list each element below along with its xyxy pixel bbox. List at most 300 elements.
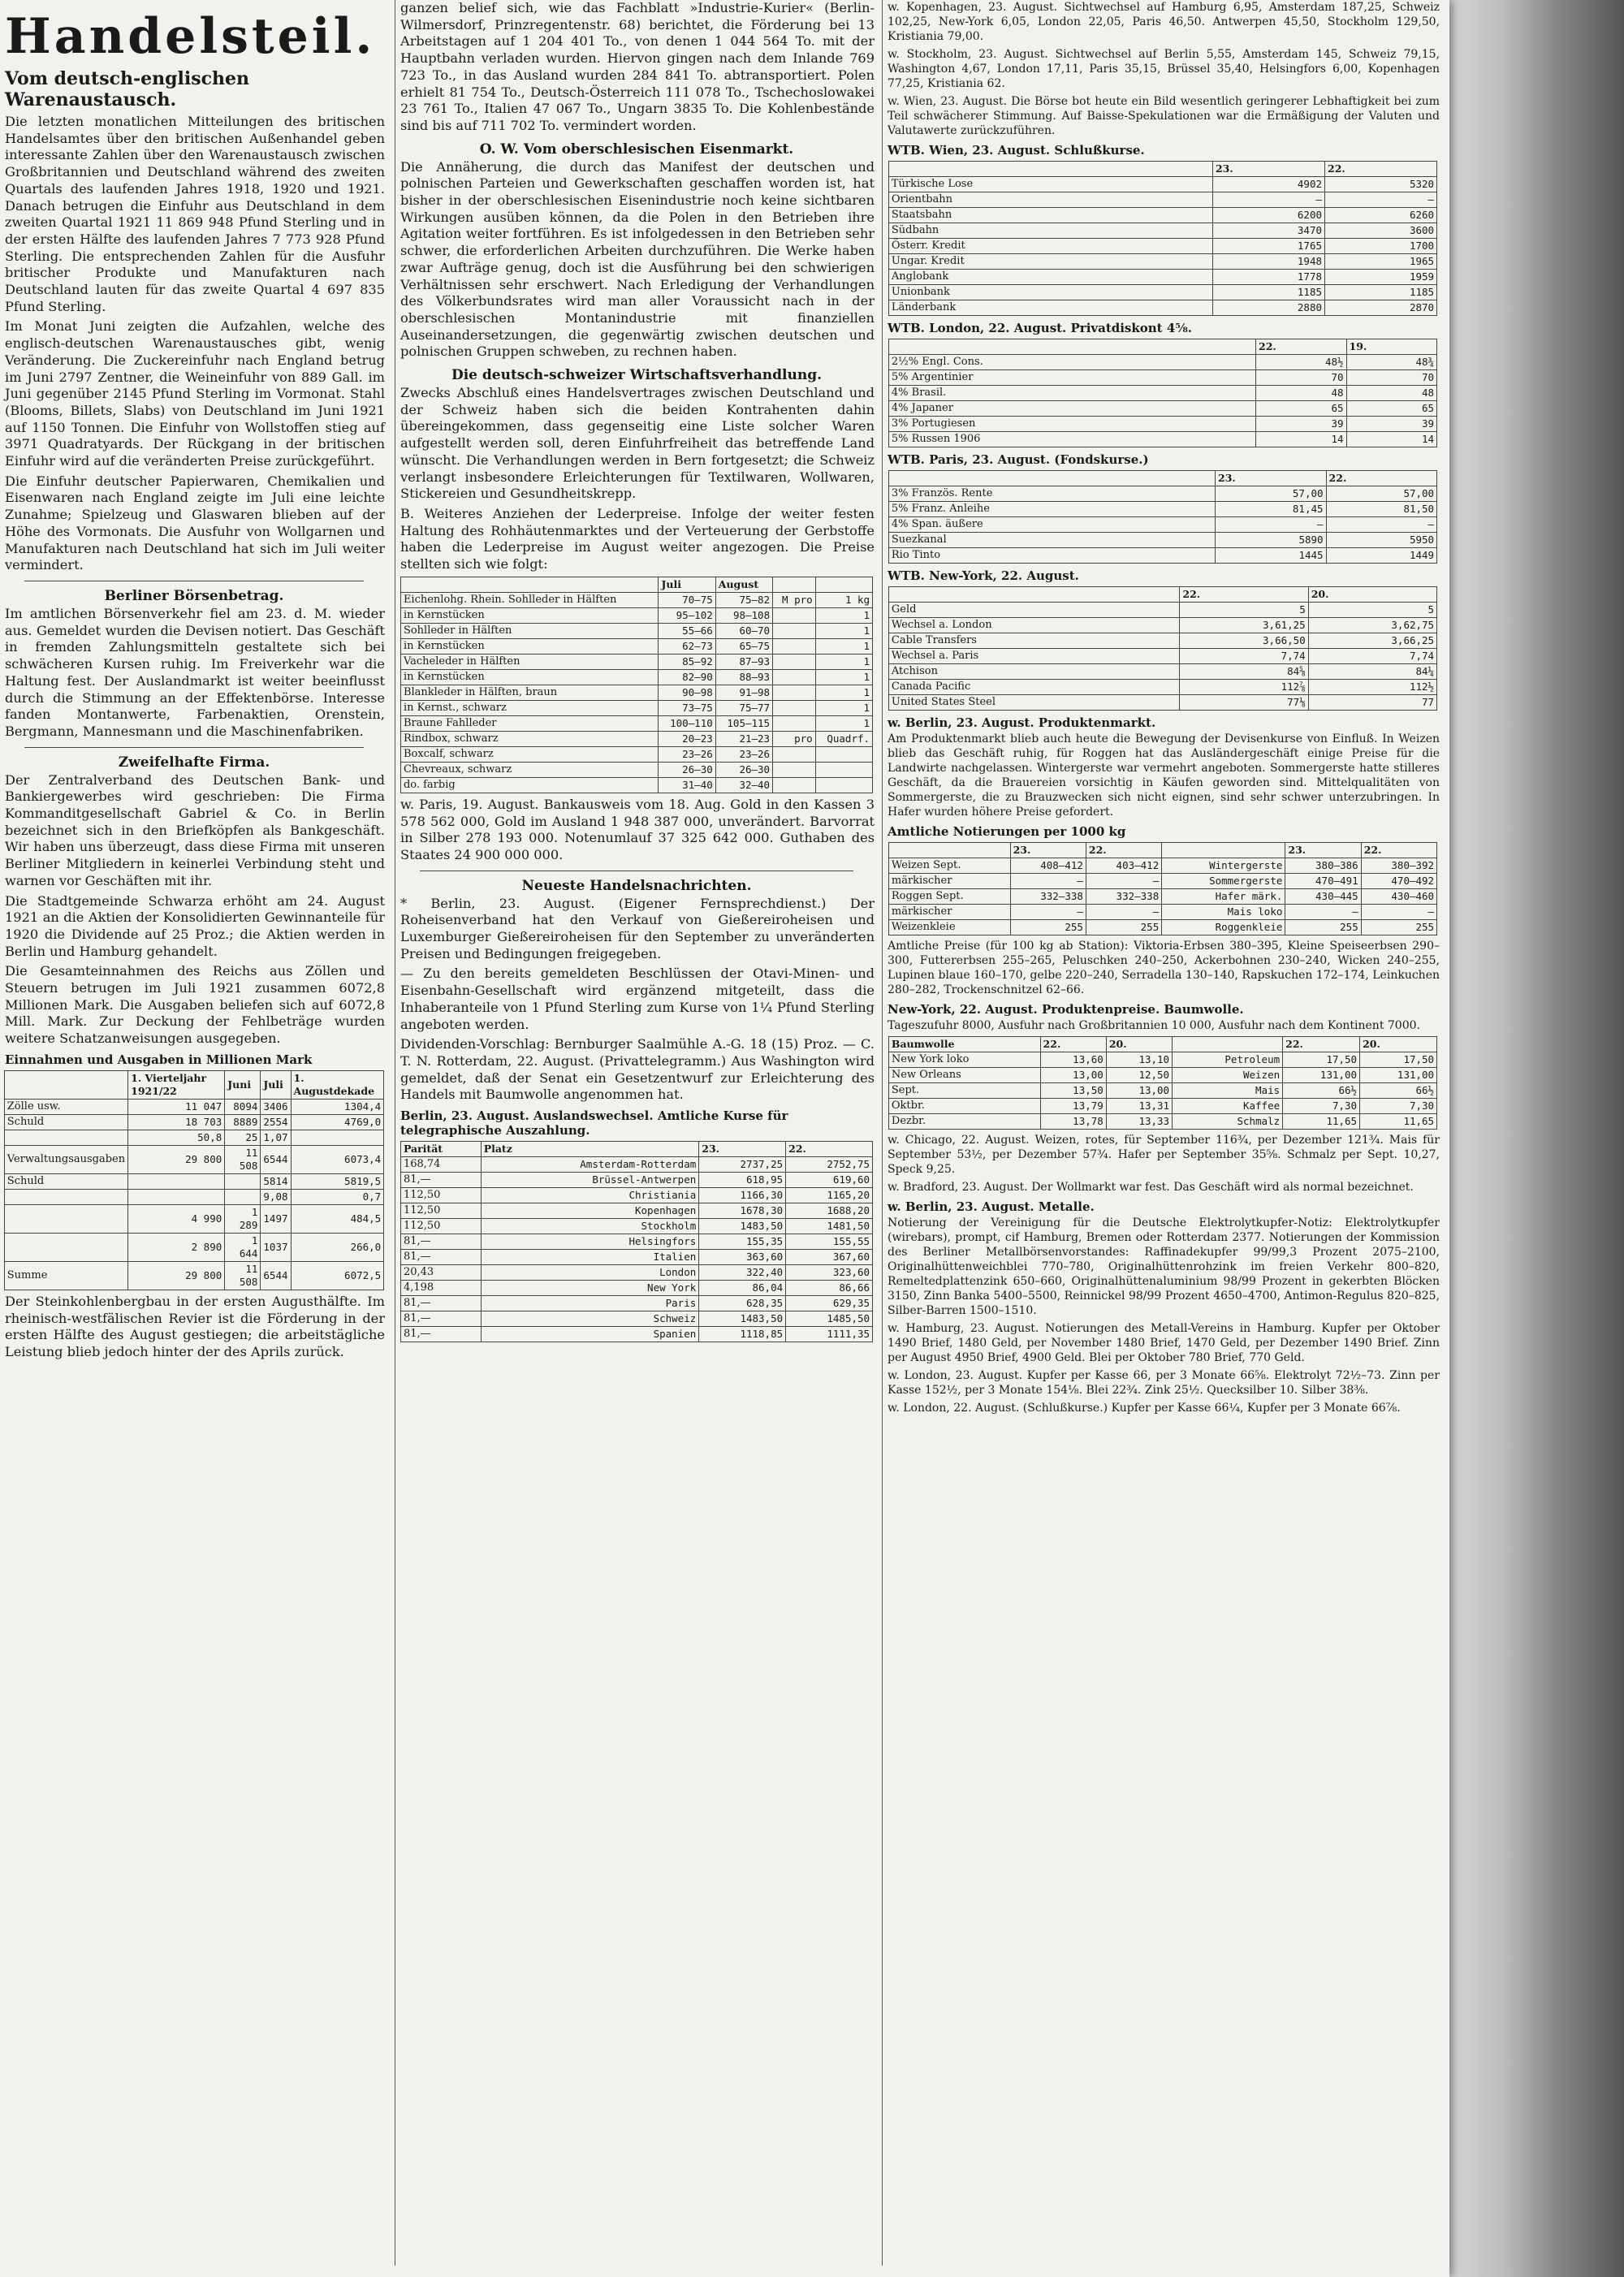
table-row <box>888 548 1436 564</box>
article-heading: Vom deutsch-englischen Warenaustausch. <box>5 68 249 110</box>
table-cell: Canada Pacific <box>888 680 1180 695</box>
table-row <box>4 1261 383 1290</box>
table-cell: 1 kg <box>815 592 872 607</box>
column-header: 20. <box>1308 587 1436 603</box>
table-row <box>400 746 872 762</box>
table-cell: United States Steel <box>888 695 1180 711</box>
table-cell <box>773 715 816 731</box>
article-paragraph: Amtliche Preise (für 100 kg ab Station): Viktoria-Erbsen 380–395, Kleine Speiseerbsen 290–300, Futtererbsen 255–265, Peluschken 240–250, Ackerbohnen 230–240, Wicken 240–255, Lupinen blaue 160–170, gelbe 220–240, Serradella 130–140, Rapskuchen 172–174, Leinkuchen 280–282, Trockenschnitzel 62–66. <box>888 940 1440 996</box>
table-cell: 77 <box>1308 695 1436 711</box>
table-cell: Paris <box>481 1296 699 1311</box>
table-cell: in Kernst., schwarz <box>400 700 659 715</box>
article-paragraph: Tageszufuhr 8000, Ausfuhr nach Großbritannien 10 000, Ausfuhr nach dem Kontinent 7000. <box>888 1019 1420 1032</box>
table-cell: 1 <box>815 715 872 731</box>
table-cell: Amsterdam-Rotterdam <box>481 1157 699 1173</box>
table-cell: 484,5 <box>291 1204 384 1233</box>
table-row <box>888 618 1436 633</box>
table-cell: 618,95 <box>699 1173 786 1188</box>
article-paragraph: w. London, 23. August. Kupfer per Kasse 66, per 3 Monate 66⅝. Elektrolyt 72½–73. Zinn per Kasse 152½, per 3 Monate 154⅛. Blei 22¾. Zink 25½. Quecksilber 10. Silber 38⅜. <box>888 1369 1440 1397</box>
table-cell: 13,79 <box>1040 1099 1106 1114</box>
table-cell: Anglobank <box>888 270 1212 285</box>
table-cell: — <box>1326 517 1437 533</box>
table-cell: 1 <box>815 638 872 654</box>
table-title: w. Berlin, 23. August. Metalle. <box>888 1199 1095 1214</box>
table-cell: 5950 <box>1326 533 1437 548</box>
book-binding <box>1447 0 1624 2277</box>
table-cell: 1688,20 <box>786 1203 873 1219</box>
table-cell: Brüssel-Antwerpen <box>481 1173 699 1188</box>
column-header: Juli <box>659 577 715 592</box>
column-header: 22. <box>1326 471 1437 486</box>
table-cell: 1165,20 <box>786 1188 873 1203</box>
table-cell: — <box>1285 905 1361 920</box>
table-cell: — <box>1325 192 1437 208</box>
table-cell: Braune Fahlleder <box>400 715 659 731</box>
table-cell: 2880 <box>1212 300 1324 316</box>
table-cell: Sommergerste <box>1162 874 1285 889</box>
table-cell: 39 <box>1346 417 1437 432</box>
table-cell: Schmalz <box>1173 1114 1283 1130</box>
column-header <box>888 471 1215 486</box>
column-middle <box>395 0 878 2266</box>
table-cell: 1483,50 <box>699 1311 786 1327</box>
table-cell: 20–23 <box>659 731 715 746</box>
table-cell: 1959 <box>1325 270 1437 285</box>
table-cell: Wintergerste <box>1162 858 1285 874</box>
table-cell: 6073,4 <box>291 1145 384 1173</box>
column-header: 23. <box>1212 162 1324 177</box>
table-cell: Zölle usw. <box>4 1099 127 1114</box>
table-cell: 1118,85 <box>699 1327 786 1342</box>
table-title: w. Berlin, 23. August. Produktenmarkt. <box>888 715 1156 730</box>
table-cell: Boxcalf, schwarz <box>400 746 659 762</box>
table-cell: 1 <box>815 623 872 638</box>
table-cell: 470–492 <box>1361 874 1436 889</box>
cotton-quotes-table <box>888 1036 1437 1130</box>
table-cell: 8889 <box>225 1114 261 1130</box>
table-cell: 0,7 <box>291 1189 384 1204</box>
table-cell: 619,60 <box>786 1173 873 1188</box>
column-header <box>1162 843 1285 858</box>
column-header <box>4 1070 127 1099</box>
table-title: WTB. New-York, 22. August. <box>888 568 1079 583</box>
table-cell: 18 703 <box>128 1114 225 1130</box>
table-cell: 266,0 <box>291 1233 384 1261</box>
table-cell: Italien <box>481 1250 699 1265</box>
article-paragraph: w. Hamburg, 23. August. Notierungen des Metall-Vereins in Hamburg. Kupfer per Oktober 1490 Brief, 1480 Geld, per November 1480 Brief, 1470 Geld, per Dezember 1490 Brief. Zinn per August 4950 Brief, 4900 Geld. Blei per Oktober 780 Brief, 770 Geld. <box>888 1322 1440 1364</box>
column-header: 20. <box>1106 1037 1172 1052</box>
table-cell: 112⅞ <box>1180 680 1308 695</box>
table-cell: 86,04 <box>699 1281 786 1296</box>
table-row <box>4 1189 383 1204</box>
table-cell: 20,43 <box>400 1265 481 1281</box>
table-cell: 5% Russen 1906 <box>888 432 1255 447</box>
column-header: 22. <box>1180 587 1308 603</box>
table-cell: Südbahn <box>888 223 1212 239</box>
article-heading: Zweifelhafte Firma. <box>118 754 270 771</box>
table-cell: 65 <box>1256 401 1347 417</box>
table-cell: M pro <box>773 592 816 607</box>
table-cell: 14 <box>1346 432 1437 447</box>
table-row <box>888 223 1436 239</box>
table-cell: 81,45 <box>1216 502 1327 517</box>
table-cell: 13,33 <box>1106 1114 1172 1130</box>
table-cell: Rindbox, schwarz <box>400 731 659 746</box>
table-row <box>888 355 1436 370</box>
table-cell: 628,35 <box>699 1296 786 1311</box>
table-cell: Suezkanal <box>888 533 1215 548</box>
table-row <box>400 685 872 700</box>
table-cell: 84⅝ <box>1180 664 1308 680</box>
table-cell: 13,00 <box>1106 1083 1172 1099</box>
table-cell: 25 <box>225 1130 261 1145</box>
table-cell: Spanien <box>481 1327 699 1342</box>
table-row <box>400 654 872 669</box>
table-cell: 65–75 <box>715 638 772 654</box>
table-cell <box>773 685 816 700</box>
column-header: Juli <box>261 1070 291 1099</box>
article-paragraph: w. Paris, 19. August. Bankausweis vom 18. Aug. Gold in den Kassen 3 578 562 000, Gold im Ausland 1 948 387 000, unverändert. Barvorrat in Silber 278 193 000. Notenumlauf 37 325 642 000. Guthaben des Staates 24 900 000 000. <box>400 796 875 862</box>
table-cell: 3,66,50 <box>1180 633 1308 649</box>
table-row <box>888 603 1436 618</box>
table-cell: 13,00 <box>1040 1068 1106 1083</box>
table-cell: 48 <box>1256 386 1347 401</box>
table-cell <box>4 1204 127 1233</box>
table-cell: Blankleder in Hälften, braun <box>400 685 659 700</box>
table-cell: 1185 <box>1212 285 1324 300</box>
table-cell: Atchison <box>888 664 1180 680</box>
table-cell: 65 <box>1346 401 1437 417</box>
table-cell: 14 <box>1256 432 1347 447</box>
table-cell: 70 <box>1346 370 1437 386</box>
table-cell: 7,74 <box>1308 649 1436 664</box>
table-cell: 6544 <box>261 1261 291 1290</box>
table-cell <box>128 1189 225 1204</box>
table-row <box>888 920 1436 935</box>
table-row <box>400 700 872 715</box>
table-cell: Vacheleder in Hälften <box>400 654 659 669</box>
table-cell: 57,00 <box>1216 486 1327 502</box>
table-row <box>888 300 1436 316</box>
table-cell: 4769,0 <box>291 1114 384 1130</box>
table-row <box>888 270 1436 285</box>
table-cell: 255 <box>1086 920 1161 935</box>
table-cell: 13,78 <box>1040 1114 1106 1130</box>
table-row <box>888 633 1436 649</box>
table-row <box>888 1068 1436 1083</box>
table-row <box>400 1173 872 1188</box>
table-cell <box>815 762 872 777</box>
column-header: 22. <box>1283 1037 1360 1052</box>
table-cell: 73–75 <box>659 700 715 715</box>
table-row <box>888 1083 1436 1099</box>
table-cell: Christiania <box>481 1188 699 1203</box>
table-cell: 1678,30 <box>699 1203 786 1219</box>
article-heading: Neueste Handelsnachrichten. <box>521 877 752 894</box>
table-cell: 2½% Engl. Cons. <box>888 355 1255 370</box>
table-cell <box>773 777 816 793</box>
table-row <box>888 1052 1436 1068</box>
table-cell: 1 289 <box>225 1204 261 1233</box>
table-cell: 3,61,25 <box>1180 618 1308 633</box>
table-cell: Eichenlohg. Rhein. Sohlleder in Hälften <box>400 592 659 607</box>
article-paragraph: Der Steinkohlenbergbau in der ersten Augusthälfte. Im rheinisch-westfälischen Revier ist die Förderung in der ersten Hälfte des August gestiegen; die arbeitstägliche Leistung blieb jedoch hinter der des Aprils zurück. <box>5 1293 385 1359</box>
table-cell: 23–26 <box>715 746 772 762</box>
exchange-rate-table <box>400 1141 873 1342</box>
table-cell: 408–412 <box>1010 858 1086 874</box>
divider <box>24 747 364 748</box>
table-cell: Kaffee <box>1173 1099 1283 1114</box>
article-paragraph: Die Einfuhr deutscher Papierwaren, Chemikalien und Eisenwaren nach England zeigte im Juli eine leichte Zunahme; Spielzeug und Glaswaren blieben auf der Höhe des Vormonats. Die Ausfuhr von Wollgarnen und Manufakturen nach Deutschland hat sich im Juli weiter vermindert. <box>5 473 385 573</box>
table-row <box>400 669 872 685</box>
table-row <box>400 715 872 731</box>
table-cell: Österr. Kredit <box>888 239 1212 254</box>
table-cell: 4% Japaner <box>888 401 1255 417</box>
table-cell: Oktbr. <box>888 1099 1040 1114</box>
table-cell: 403–412 <box>1086 858 1161 874</box>
table-cell: Ungar. Kredit <box>888 254 1212 270</box>
table-cell: 5% Argentinier <box>888 370 1255 386</box>
table-cell: 98–108 <box>715 607 772 623</box>
table-row <box>400 1157 872 1173</box>
table-row <box>888 664 1436 680</box>
table-cell: 112,50 <box>400 1188 481 1203</box>
table-row <box>400 777 872 793</box>
table-cell: 66½ <box>1283 1083 1360 1099</box>
table-cell: 3,66,25 <box>1308 633 1436 649</box>
table-cell: 4% Span. äußere <box>888 517 1215 533</box>
table-cell: Sohlleder in Hälften <box>400 623 659 638</box>
table-cell: 50,8 <box>128 1130 225 1145</box>
table-cell: 4 990 <box>128 1204 225 1233</box>
table-cell: 82–90 <box>659 669 715 685</box>
table-cell: 1449 <box>1326 548 1437 564</box>
table-cell: 90–98 <box>659 685 715 700</box>
table-cell: 3,62,75 <box>1308 618 1436 633</box>
table-cell: 5 <box>1308 603 1436 618</box>
table-cell: 1445 <box>1216 548 1327 564</box>
column-header: 1. Augustdekade <box>291 1070 384 1099</box>
table-header-row <box>888 587 1436 603</box>
table-cell: 2 890 <box>128 1233 225 1261</box>
table-row <box>400 1281 872 1296</box>
table-cell: 1 644 <box>225 1233 261 1261</box>
table-cell: 29 800 <box>128 1145 225 1173</box>
table-row <box>888 285 1436 300</box>
table-row <box>4 1145 383 1173</box>
newyork-quotes-table <box>888 586 1437 711</box>
table-cell: 11,65 <box>1283 1114 1360 1130</box>
table-cell: 11 047 <box>128 1099 225 1114</box>
table-row <box>888 192 1436 208</box>
table-title: Einnahmen und Ausgaben in Millionen Mark <box>5 1052 313 1067</box>
table-row <box>888 889 1436 905</box>
table-row <box>4 1233 383 1261</box>
table-cell: 4,198 <box>400 1281 481 1296</box>
table-cell: 367,60 <box>786 1250 873 1265</box>
table-cell: 5 <box>1180 603 1308 618</box>
table-cell: 26–30 <box>715 762 772 777</box>
column-header: 22. <box>786 1142 873 1157</box>
table-cell: 430–445 <box>1285 889 1361 905</box>
table-cell: 70 <box>1256 370 1347 386</box>
table-cell: 2752,75 <box>786 1157 873 1173</box>
table-cell: 75–82 <box>715 592 772 607</box>
table-cell <box>773 638 816 654</box>
table-cell: 81,— <box>400 1311 481 1327</box>
table-cell: 1,07 <box>261 1130 291 1145</box>
table-cell: 1037 <box>261 1233 291 1261</box>
table-cell: do. farbig <box>400 777 659 793</box>
table-cell <box>4 1189 127 1204</box>
table-cell: 3406 <box>261 1099 291 1114</box>
table-cell: in Kernstücken <box>400 669 659 685</box>
table-row <box>888 502 1436 517</box>
table-row <box>400 1203 872 1219</box>
table-cell: Stockholm <box>481 1219 699 1234</box>
table-cell: 3% Französ. Rente <box>888 486 1215 502</box>
table-cell: 85–92 <box>659 654 715 669</box>
table-title: WTB. Wien, 23. August. Schlußkurse. <box>888 143 1145 158</box>
table-row <box>888 1099 1436 1114</box>
table-row <box>400 638 872 654</box>
article-paragraph: w. Chicago, 22. August. Weizen, rotes, für September 116¾, per Dezember 121¾. Mais für September 53½, per Dezember 57¾. Hafer per September 35⅝. Schmalz per Sept. 10,27, Speck 9,25. <box>888 1134 1440 1176</box>
table-cell: märkischer <box>888 905 1010 920</box>
column-header <box>1173 1037 1283 1052</box>
table-cell: 332–338 <box>1010 889 1086 905</box>
table-cell: Türkische Lose <box>888 177 1212 192</box>
article-paragraph: — Zu den bereits gemeldeten Beschlüssen der Otavi-Minen- und Eisenbahn-Gesellschaft wird ergänzend mitgeteilt, dass die Inhaberanteile von 1 Pfund Sterling zum Kurse von 1¼ Pfund Sterling angeboten werden. <box>400 966 875 1032</box>
table-cell: 322,40 <box>699 1265 786 1281</box>
table-cell: 4902 <box>1212 177 1324 192</box>
article-paragraph: Dividenden-Vorschlag: Bernburger Saalmühle A.-G. 18 (15) Proz. — C. T. N. Rotterdam, 22. August. (Privattelegramm.) Aus Washington wird gemeldet, daß der Senat ein Gesetzentwurf zur Erleichterung des Handels mit Baumwolle angenommen hat. <box>400 1036 875 1103</box>
table-row <box>888 239 1436 254</box>
table-row <box>400 1234 872 1250</box>
table-cell: Weizenkleie <box>888 920 1010 935</box>
table-cell: Weizen Sept. <box>888 858 1010 874</box>
table-cell: — <box>1086 874 1161 889</box>
table-cell: New York loko <box>888 1052 1040 1068</box>
table-cell: 11,65 <box>1360 1114 1437 1130</box>
article-paragraph: Der Zentralverband des Deutschen Bank- und Bankiergewerbes wird geschrieben: Die Firma Kommanditgesellschaft Gabriel & Co. in Berlin bezeichnet sich in den Briefköpfen als Bankgeschäft. Wir haben uns überzeugt, dass diese Firma mit unseren Berliner Mitgliedern in keinerlei Verbindung steht und warnen vor Geschäften mit ihr. <box>5 771 385 888</box>
table-cell: Orientbahn <box>888 192 1212 208</box>
table-cell <box>128 1173 225 1189</box>
article-paragraph: Im amtlichen Börsenverkehr fiel am 23. d. M. wieder aus. Gemeldet wurden die Devisen notiert. Das Geschäft in fremden Zahlungsmitteln gestaltete sich bei schwächeren Kursen ruhig. Im Freiverkehr war die Haltung fest. Der Auslandmarkt ist weiter beeinflusst durch die Stimmung an der Effektenbörse. Interesse fanden Montanwerte, Farbenaktien, Orenstein, Bergmann, Mannesmann und die Maschinenfabriken. <box>5 605 385 739</box>
table-cell: — <box>1010 905 1086 920</box>
table-row <box>888 517 1436 533</box>
table-cell: 29 800 <box>128 1261 225 1290</box>
table-cell: Dezbr. <box>888 1114 1040 1130</box>
table-cell: 6544 <box>261 1145 291 1173</box>
table-row <box>888 401 1436 417</box>
column-header: Juni <box>225 1070 261 1099</box>
table-row <box>888 254 1436 270</box>
table-cell: 1497 <box>261 1204 291 1233</box>
table-cell: 1 <box>815 669 872 685</box>
table-cell: 5814 <box>261 1173 291 1189</box>
table-cell: 11 508 <box>225 1145 261 1173</box>
table-cell <box>4 1130 127 1145</box>
table-cell: 1111,35 <box>786 1327 873 1342</box>
table-cell: 31–40 <box>659 777 715 793</box>
table-title: New-York, 22. August. Produktenpreise. Baumwolle. <box>888 1002 1244 1017</box>
table-cell: 1778 <box>1212 270 1324 285</box>
table-cell: Cable Transfers <box>888 633 1180 649</box>
table-cell: 84¼ <box>1308 664 1436 680</box>
table-cell: 5320 <box>1325 177 1437 192</box>
table-cell: 7,30 <box>1283 1099 1360 1114</box>
column-header: 20. <box>1360 1037 1437 1052</box>
table-row <box>400 1219 872 1234</box>
table-cell <box>773 746 816 762</box>
table-cell: 112,50 <box>400 1219 481 1234</box>
table-cell: 430–460 <box>1361 889 1436 905</box>
section-masthead: Handelsteil. <box>5 8 376 65</box>
table-cell: 323,60 <box>786 1265 873 1281</box>
table-cell: 13,10 <box>1106 1052 1172 1068</box>
london-quotes-table <box>888 339 1437 447</box>
table-cell: 155,55 <box>786 1234 873 1250</box>
table-cell: 57,00 <box>1326 486 1437 502</box>
grain-quotes-table <box>888 842 1437 935</box>
article-paragraph: w. Wien, 23. August. Die Börse bot heute ein Bild wesentlich geringerer Lebhaftigkeit bei zum Teil schwächerer Stimmung. Auf Baisse-Spekulationen war die Ermäßigung der Valuten und Valutawerte zurückzuführen. <box>888 95 1440 137</box>
article-heading: O. W. Vom oberschlesischen Eisenmarkt. <box>479 140 794 158</box>
table-row <box>888 649 1436 664</box>
table-title: Amtliche Notierungen per 1000 kg <box>888 824 1126 839</box>
table-row <box>400 623 872 638</box>
article-heading: Die deutsch-schweizer Wirtschaftsverhandlung. <box>451 367 823 384</box>
table-cell <box>773 623 816 638</box>
table-header-row <box>888 1037 1436 1052</box>
table-header-row <box>888 843 1436 858</box>
table-cell: 11 508 <box>225 1261 261 1290</box>
table-cell: 81,— <box>400 1250 481 1265</box>
column-header <box>400 577 659 592</box>
column-header <box>773 577 816 592</box>
table-cell: 81,— <box>400 1327 481 1342</box>
column-header: Platz <box>481 1142 699 1157</box>
table-cell: 1 <box>815 700 872 715</box>
table-cell: Länderbank <box>888 300 1212 316</box>
table-cell: Geld <box>888 603 1180 618</box>
column-header: 19. <box>1346 339 1437 355</box>
table-cell: 112,50 <box>400 1203 481 1219</box>
column-header: 22. <box>1325 162 1437 177</box>
table-cell: Roggenkleie <box>1162 920 1285 935</box>
column-header: August <box>715 577 772 592</box>
table-cell: 100–110 <box>659 715 715 731</box>
vienna-quotes-table <box>888 161 1437 316</box>
table-cell: 87–93 <box>715 654 772 669</box>
column-header: 23. <box>699 1142 786 1157</box>
table-cell: 48¾ <box>1346 355 1437 370</box>
table-cell: Weizen <box>1173 1068 1283 1083</box>
table-cell: — <box>1010 874 1086 889</box>
column-header: 1. Vierteljahr 1921/22 <box>128 1070 225 1099</box>
table-cell: Summe <box>4 1261 127 1290</box>
table-cell: 1481,50 <box>786 1219 873 1234</box>
table-cell: 48 <box>1346 386 1437 401</box>
table-cell: Schuld <box>4 1173 127 1189</box>
article-paragraph: w. London, 22. August. (Schlußkurse.) Kupfer per Kasse 66¼, Kupfer per 3 Monate 66⅞. <box>888 1402 1401 1415</box>
table-row <box>400 731 872 746</box>
table-cell: 1483,50 <box>699 1219 786 1234</box>
table-cell: 1485,50 <box>786 1311 873 1327</box>
table-row <box>400 1265 872 1281</box>
article-paragraph: w. Stockholm, 23. August. Sichtwechsel auf Berlin 5,55, Amsterdam 145, Schweiz 79,15, Washington 4,67, London 17,11, Paris 35,15, Brüssel 35,40, Helsingfors 6,00, Kopenhagen 77,25, Kristiania 62. <box>888 48 1440 90</box>
table-cell: Mais loko <box>1162 905 1285 920</box>
table-cell <box>773 762 816 777</box>
